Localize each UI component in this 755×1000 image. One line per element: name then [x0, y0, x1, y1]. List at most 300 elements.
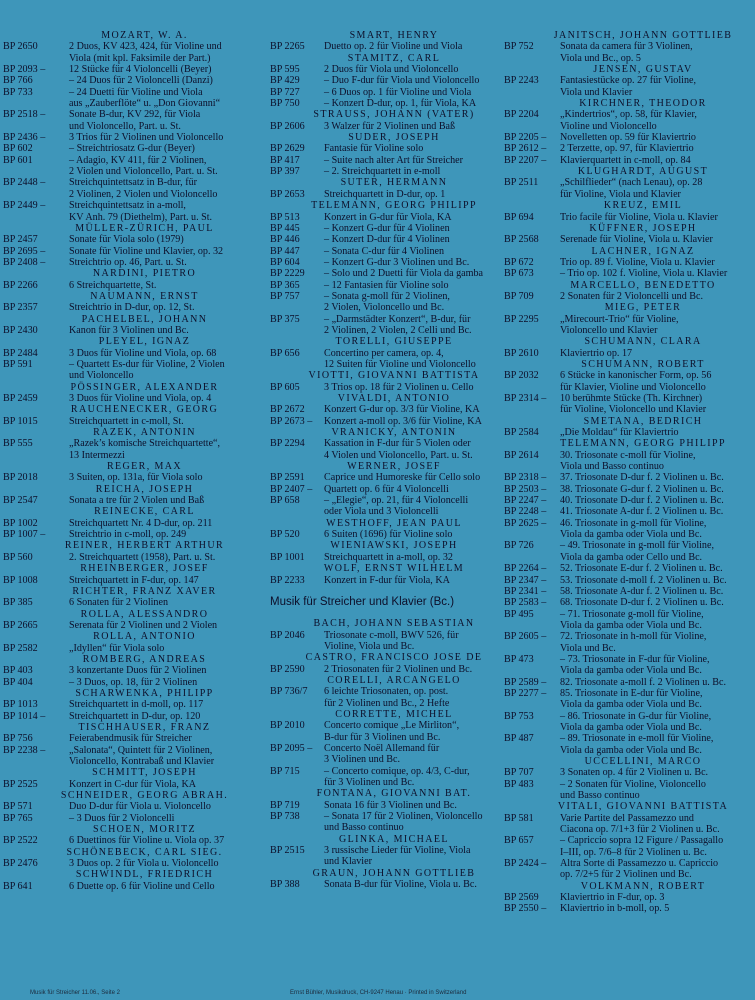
catalog-entry [504, 518, 754, 541]
catalog-number: BP 707 [504, 767, 534, 779]
entry-title-line: – Sonata 17 für 2 Violinen, Violoncello [324, 811, 483, 823]
catalog-number: BP 403 [3, 665, 33, 677]
composer-heading: LACHNER, IGNAZ [591, 245, 695, 257]
catalog-number: BP 446 [270, 234, 300, 246]
catalog-entry [3, 132, 256, 143]
entry-title-line: Streichquintettsatz in a-moll, [69, 200, 186, 212]
catalog-entry [504, 348, 754, 359]
catalog-entry [504, 858, 754, 881]
composer-heading: JENSEN, GUSTAV [593, 64, 693, 76]
catalog-number: BP 2357 [3, 302, 38, 314]
catalog-number: BP 1002 [3, 517, 38, 529]
catalog-number: BP 404 [3, 676, 33, 688]
catalog-entry [3, 881, 256, 892]
catalog-entry [504, 143, 754, 154]
composer-heading: STRAUSS, JOHANN (VATER) [313, 109, 475, 121]
catalog-number: BP 694 [504, 211, 534, 223]
entry-title-line: Ciacona op. 7/1+3 für 2 Violinen u. Bc. [560, 824, 720, 836]
catalog-number: BP 2547 [3, 495, 38, 507]
catalog-number: BP 2032 [504, 370, 539, 382]
catalog-entry [270, 143, 500, 154]
entry-title-line: Kanon für 3 Violinen und Bc. [69, 324, 189, 336]
catalog-entry [270, 291, 500, 314]
composer-heading: REINER, HERBERT ARTHUR [64, 540, 225, 552]
entry-title-line: Konzert G-dur op. 3/3 für Violine, KA [324, 404, 480, 416]
catalog-entry [3, 109, 256, 132]
entry-title-line: für Violine, Viola und Klavier [560, 188, 681, 200]
entry-title-line: – Trio op. 102 f. Violine, Viola u. Klavier [560, 268, 728, 280]
entry-title-line: Sonata da camera für 3 Violinen, [560, 41, 693, 53]
catalog-entry [270, 845, 500, 868]
composer-heading: MARCELLO, BENEDETTO [570, 279, 716, 291]
composer-heading: SCHUMANN, ROBERT [581, 358, 705, 370]
entry-title-line: Streichquartett in a-moll, op. 32 [324, 551, 453, 563]
catalog-number: BP 520 [270, 529, 300, 541]
catalog-entry [3, 858, 256, 869]
catalog-number: BP 2436 – [3, 132, 46, 144]
composer-heading: ROMBERG, ANDREAS [82, 653, 207, 665]
catalog-number: BP 2229 [270, 268, 305, 280]
catalog-entry [270, 348, 500, 371]
catalog-entry [270, 484, 500, 495]
composer-heading: VITALI, GIOVANNI BATTISTA [557, 801, 729, 813]
entry-title-line: – Konzert D-dur für 4 Violinen [324, 234, 450, 246]
catalog-entry [504, 427, 754, 438]
composer-heading: GLINKA, MICHAEL [339, 833, 449, 845]
catalog-entry [504, 677, 754, 688]
catalog-entry [3, 257, 256, 268]
composer-heading: VRANICKY, ANTONIN [331, 427, 457, 439]
composer-heading: RAUCHENECKER, GEORG [70, 404, 219, 416]
entry-title-line: Duo D-dur für Viola u. Violoncello [69, 801, 211, 813]
entry-title-line: 2 Triosonaten für 2 Violinen und Bc. [324, 663, 473, 675]
composer-heading: REINECKE, CARL [94, 506, 195, 518]
composer-heading: WERNER, JOSEF [347, 461, 441, 473]
entry-title-line: „Idyllen“ für Viola solo [69, 642, 165, 654]
entry-title-line: für Violine, Violoncello und Klavier [560, 404, 707, 416]
catalog-number: BP 2341 – [504, 585, 547, 597]
catalog-entry [504, 314, 754, 337]
catalog-number: BP 2695 – [3, 245, 46, 257]
catalog-number: BP 604 [270, 256, 300, 268]
catalog-entry [270, 257, 500, 268]
entry-title-line: 3 Sonaten op. 4 für 2 Violinen u. Bc. [560, 767, 709, 779]
catalog-number: BP 2295 [504, 313, 539, 325]
entry-title-line: – 89. Triosonate in e-moll für Violine, [560, 733, 714, 745]
catalog-entry [504, 268, 754, 279]
entry-title-line: Streichquartett in F-dur, op. 147 [69, 574, 199, 586]
catalog-entry [3, 779, 256, 790]
catalog-number: BP 2591 [270, 472, 305, 484]
catalog-entry [270, 98, 500, 109]
entry-title-line: – Adagio, KV 411, für 2 Violinen, [69, 154, 207, 166]
entry-title-line: – 24 Duos für 2 Violoncelli (Danzi) [69, 75, 213, 87]
entry-title-line: Serenade für Violine, Viola u. Klavier [560, 234, 713, 246]
entry-title-line: I–III, op. 7/6–8 für 2 Violinen u. Bc. [560, 846, 707, 858]
entry-title-line: – Concerto comique, op. 4/3, C-dur, [324, 765, 470, 777]
composer-heading: MÜLLER-ZÜRICH, PAUL [75, 222, 214, 234]
catalog-entry [504, 903, 754, 914]
catalog-number: BP 1013 [3, 699, 38, 711]
composer-heading: VIOTTI, GIOVANNI BATTISTA [308, 370, 480, 382]
catalog-number: BP 750 [270, 98, 300, 110]
entry-title-line: Sonata a tre für 2 Violen und Baß [69, 495, 205, 507]
catalog-entry [3, 699, 256, 710]
catalog-entry [270, 87, 500, 98]
composer-heading: SCHÖNEBECK, CARL SIEG. [66, 846, 223, 858]
catalog-number: BP 2430 [3, 324, 38, 336]
catalog-number: BP 752 [504, 41, 534, 53]
entry-title-line: 3 Duos für Violine und Viola, op. 4 [69, 393, 212, 404]
catalog-entry [3, 177, 256, 200]
catalog-entry [504, 177, 754, 200]
catalog-entry [270, 879, 500, 890]
entry-title-line: und Klavier [324, 856, 372, 868]
entry-title-line: Fantasiestücke op. 27 für Violine, [560, 75, 697, 87]
catalog-number: BP 2238 – [3, 744, 46, 756]
catalog-entry [3, 529, 256, 540]
catalog-number: BP 766 [3, 75, 33, 87]
catalog-number: BP 2612 – [504, 143, 547, 155]
catalog-number: BP 2625 – [504, 517, 547, 529]
catalog-entry [270, 75, 500, 86]
entry-title-line: Violoncello und Klavier [560, 324, 658, 336]
catalog-number: BP 2424 – [504, 858, 547, 870]
catalog-entry [270, 212, 500, 223]
entry-title-line: Feierabendmusik für Streicher [69, 733, 192, 745]
entry-title-line: „Die Moldau“ für Klaviertrio [560, 427, 679, 439]
catalog-number: BP 2010 [270, 720, 305, 732]
footer-page-label: Musik für Streicher 11.06., Seite 2 [30, 990, 120, 996]
catalog-entry [504, 631, 754, 654]
composer-heading: PÖSSINGER, ALEXANDER [70, 381, 219, 393]
entry-title-line: 3 konzertante Duos für 2 Violinen [69, 665, 207, 677]
entry-title-line: 2 Violen, Violoncello und Bc. [324, 302, 445, 314]
catalog-number: BP 388 [270, 879, 300, 891]
catalog-number: BP 2265 [270, 41, 305, 53]
catalog-entry [3, 801, 256, 812]
composer-heading: SCHARWENKA, PHILIPP [75, 687, 214, 699]
catalog-number: BP 397 [270, 166, 300, 178]
entry-title-line: für Klavier, Violine und Violoncello [560, 381, 706, 393]
entry-title-line: Streichquartett in d-moll, op. 117 [69, 699, 204, 711]
catalog-entry [504, 813, 754, 836]
catalog-entry [3, 280, 256, 291]
entry-title-line: – Capriccio sopra 12 Figure / Passagallo [560, 835, 724, 847]
catalog-entry [3, 438, 256, 461]
catalog-entry [504, 109, 754, 132]
composer-heading: SCHOEN, MORITZ [93, 824, 196, 836]
catalog-number: BP 2484 [3, 347, 38, 359]
entry-title-line: Concertino per camera, op. 4, [324, 347, 444, 359]
catalog-entry [3, 200, 256, 223]
catalog-number: BP 2665 [3, 619, 38, 631]
catalog-number: BP 2582 [3, 642, 38, 654]
composer-heading: SUDER, JOSEPH [348, 132, 440, 144]
catalog-number: BP 2294 [270, 438, 305, 450]
catalog-entry [504, 711, 754, 734]
catalog-entry [270, 64, 500, 75]
entry-title-line: Viola da gamba oder Viola und Bc. [560, 699, 702, 711]
entry-title-line: 38. Triosonate G-dur f. 2 Violinen u. Bc. [560, 483, 724, 495]
catalog-number: BP 656 [270, 347, 300, 359]
catalog-number: BP 591 [3, 358, 33, 370]
catalog-number: BP 2407 – [270, 483, 313, 495]
entry-title-line: Novelletten op. 59 für Klaviertrio [560, 132, 696, 144]
catalog-entry [3, 711, 256, 722]
catalog-entry [3, 393, 256, 404]
catalog-entry [3, 325, 256, 336]
composer-heading: MOZART, W. A. [101, 30, 188, 41]
catalog-number: BP 2247 – [504, 495, 547, 507]
entry-title-line: Kassation in F-dur für 5 Violen oder [324, 438, 471, 450]
catalog-number: BP 736/7 [270, 686, 308, 698]
catalog-entry [3, 234, 256, 245]
entry-title-line: Konzert in G-dur für Viola, KA [324, 211, 452, 223]
entry-title-line: 3 Suiten, op. 131a, für Viola solo [69, 472, 203, 484]
catalog-entry [504, 495, 754, 506]
catalog-number: BP 2650 [3, 41, 38, 53]
entry-title-line: „Schilflieder“ (nach Lenau), op. 28 [560, 177, 703, 189]
catalog-entry [270, 166, 500, 177]
entry-title-line: Concerto Noël Allemand für [324, 742, 440, 754]
catalog-number: BP 429 [270, 75, 300, 87]
catalog-entry [270, 155, 500, 166]
entry-title-line: „Salonata“, Quintett für 2 Violinen, [69, 744, 213, 756]
catalog-entry [3, 813, 256, 824]
entry-title-line: 6 Streichquartette, St. [69, 279, 157, 291]
composer-heading: REGER, MAX [106, 461, 183, 473]
catalog-number: BP 581 [504, 812, 534, 824]
entry-title-line: Viola und Klavier [560, 86, 633, 98]
catalog-entry [504, 767, 754, 778]
catalog-number: BP 2264 – [504, 563, 547, 575]
entry-title-line: 40. Triosonate D-dur f. 2 Violinen u. Bc. [560, 495, 724, 507]
section-heading: Musik für Streicher und Klavier (Bc.) [270, 595, 455, 608]
entry-title-line: Fantasie für Violine solo [324, 143, 424, 155]
composer-heading: TELEMANN, GEORG PHILIPP [560, 438, 726, 450]
entry-title-line: Konzert in F-dur für Viola, KA [324, 574, 450, 586]
entry-title-line: Klaviertrio in b-moll, op. 5 [560, 903, 670, 915]
catalog-entry [504, 75, 754, 98]
catalog-entry [504, 654, 754, 677]
entry-title-line: „Razek’s komische Streichquartette“, [69, 438, 221, 450]
entry-title-line: Streichtrio in c-moll, op. 249 [69, 529, 187, 541]
entry-title-line: 41. Triosonate A-dur f. 2 Violinen u. Bc. [560, 506, 724, 518]
catalog-entry [504, 132, 754, 143]
entry-title-line: „Mirecourt-Trio“ für Violine, [560, 313, 679, 325]
catalog-number: BP 2673 – [270, 415, 313, 427]
catalog-number: BP 2449 – [3, 200, 46, 212]
catalog-number: BP 2511 [504, 177, 539, 189]
catalog-entry [504, 835, 754, 858]
catalog-entry [270, 404, 500, 415]
catalog-number: BP 2518 – [3, 109, 46, 121]
entry-title-line: 58. Triosonate A-dur f. 2 Violinen u. Bc. [560, 585, 724, 597]
catalog-entry [504, 597, 754, 608]
catalog-entry [270, 438, 500, 461]
entry-title-line: 10 berühmte Stücke (Th. Kirchner) [560, 393, 703, 404]
entry-title-line: – Suite nach alter Art für Streicher [324, 154, 464, 166]
catalog-column-1 [3, 30, 256, 892]
entry-title-line: 12 Stücke für 4 Violoncelli (Beyer) [69, 64, 212, 76]
entry-title-line: Konzert a-moll op. 3/6 für Violine, KA [324, 415, 482, 427]
catalog-entry [3, 665, 256, 676]
catalog-number: BP 709 [504, 290, 534, 302]
composer-heading: SUTER, HERMANN [340, 177, 448, 189]
composer-heading: RAZEK, ANTONIN [93, 427, 196, 439]
catalog-number: BP 1015 [3, 415, 38, 427]
entry-title-line: Caprice und Humoreske für Cello solo [324, 472, 481, 484]
catalog-number: BP 385 [3, 597, 33, 609]
entry-title-line: Violine, Viola und Bc. [324, 640, 415, 652]
composer-heading: KIRCHNER, THEODOR [579, 98, 707, 110]
catalog-number: BP 2204 [504, 109, 539, 121]
catalog-entry [3, 643, 256, 654]
entry-title-line: 30. Triosonate c-moll für Violine, [560, 449, 696, 461]
entry-title-line: Streichquartett in D-dur, op. 1 [324, 188, 446, 200]
catalog-entry [270, 314, 500, 337]
catalog-number: BP 2457 [3, 234, 38, 246]
entry-title-line: Viola da gamba oder Viola und Bc. [560, 744, 702, 756]
catalog-entry [270, 280, 500, 291]
catalog-number: BP 602 [3, 143, 33, 155]
entry-title-line: Klavierquartett in c-moll, op. 84 [560, 154, 691, 166]
catalog-entry [3, 597, 256, 608]
entry-title-line: 2 Terzette, op. 97, für Klaviertrio [560, 143, 694, 155]
catalog-entry [504, 575, 754, 586]
catalog-number: BP 2515 [270, 845, 305, 857]
entry-title-line: 2 Violen und Violoncello, Part. u. St. [69, 166, 218, 178]
catalog-number: BP 657 [504, 835, 534, 847]
entry-title-line: Violoncello, Kontrabaß und Klavier [69, 756, 215, 767]
entry-title-line: und Basso continuo [560, 790, 640, 802]
entry-title-line: Viola und Bc., op. 5 [560, 52, 641, 64]
catalog-entry [504, 155, 754, 166]
composer-heading: UCCELLINI, MARCO [584, 756, 702, 767]
catalog-entry [3, 518, 256, 529]
entry-title-line: op. 7/2+5 für 2 Violinen und Bc. [560, 869, 692, 881]
entry-title-line: 2 Duos, KV 423, 424, für Violine und [69, 41, 222, 53]
entry-title-line: – 3 Duos, op. 18, für 2 Violinen [69, 676, 198, 688]
catalog-entry [270, 630, 500, 653]
entry-title-line: 6 Stücke in kanonischer Form, op. 56 [560, 370, 712, 382]
entry-title-line: aus „Zauberflöte“ u. „Don Giovanni“ [69, 98, 221, 110]
catalog-entry [504, 212, 754, 223]
catalog-column-3 [504, 30, 754, 915]
catalog-number: BP 727 [270, 86, 300, 98]
catalog-entry [270, 416, 500, 427]
catalog-entry [504, 41, 754, 64]
catalog-entry [504, 892, 754, 903]
catalog-number: BP 2476 [3, 858, 38, 870]
catalog-entry [3, 416, 256, 427]
catalog-entry [3, 143, 256, 154]
entry-title-line: Klaviertrio in F-dur, op. 3 [560, 892, 665, 904]
entry-title-line: – Duo F-dur für Viola und Violoncello [324, 75, 480, 87]
entry-title-line: Viola und Basso continuo [560, 461, 664, 473]
catalog-number: BP 2653 [270, 188, 305, 200]
entry-title-line: Viola da gamba oder Viola und Bc. [560, 529, 702, 541]
entry-title-line: Viola (mit kpl. Faksimile der Part.) [69, 52, 211, 64]
catalog-number: BP 2629 [270, 143, 305, 155]
composer-heading: MIEG, PETER [604, 302, 682, 314]
catalog-entry [270, 664, 500, 675]
catalog-entry [270, 766, 500, 789]
catalog-entry [3, 348, 256, 359]
catalog-number: BP 1014 – [3, 710, 46, 722]
entry-title-line: Concerto comique „Le Mirliton“, [324, 720, 460, 732]
entry-title-line: – 2. Streichquartett in e-moll [324, 166, 441, 178]
entry-title-line: 53. Triosonate d-moll f. 2 Violinen u. Bc. [560, 574, 727, 586]
entry-title-line: Varie Partite del Passamezzo und [560, 812, 694, 824]
entry-title-line: Viola und Bc. [560, 642, 616, 654]
catalog-number: BP 513 [270, 211, 300, 223]
catalog-entry [3, 552, 256, 563]
composer-heading: ROLLA, ANTONIO [93, 631, 196, 643]
catalog-number: BP 641 [3, 880, 33, 892]
entry-title-line: – 12 Fantasien für Violine solo [324, 279, 449, 291]
catalog-entry [270, 529, 500, 540]
entry-title-line: 82. Triosonate a-moll f. 2 Violinen u. Bc. [560, 676, 727, 688]
catalog-number: BP 2584 [504, 427, 539, 439]
catalog-entry [3, 677, 256, 688]
catalog-number: BP 715 [270, 765, 300, 777]
entry-title-line: 6 Duettinos für Violine u. Viola op. 37 [69, 835, 225, 847]
catalog-column-2 [270, 30, 500, 890]
composer-heading: ROLLA, ALESSANDRO [80, 608, 209, 620]
catalog-entry [270, 234, 500, 245]
entry-title-line: Streichquartett in D-dur, op. 120 [69, 710, 201, 722]
entry-title-line: 2. Streichquartett (1958), Part. u. St. [69, 551, 216, 563]
entry-title-line: – 6 Duos op. 1 für Violine und Viola [324, 86, 472, 98]
catalog-entry [504, 609, 754, 632]
entry-title-line: Klaviertrio op. 17 [560, 347, 633, 359]
catalog-number: BP 2569 [504, 892, 539, 904]
composer-heading: SMETANA, BEDRICH [583, 415, 703, 427]
catalog-entry [3, 575, 256, 586]
composer-heading: TELEMANN, GEORG PHILIPP [311, 200, 477, 212]
entry-title-line: 12 Suiten für Violine und Violoncello [324, 358, 476, 370]
entry-title-line: Trio facile für Violine, Viola u. Klavier [560, 211, 718, 223]
catalog-number: BP 719 [270, 799, 300, 811]
catalog-number: BP 417 [270, 154, 300, 166]
composer-heading: VOLKMANN, ROBERT [580, 880, 706, 892]
entry-title-line: oder Viola und 3 Violoncelli [324, 506, 439, 518]
catalog-entry [3, 733, 256, 744]
catalog-number: BP 473 [504, 653, 534, 665]
catalog-number: BP 445 [270, 222, 300, 234]
catalog-number: BP 2525 [3, 778, 38, 790]
entry-title-line: Sonata 16 für 3 Violinen und Bc. [324, 799, 457, 811]
entry-title-line: für 2 Violinen und Bc., 2 Hefte [324, 697, 450, 709]
composer-heading: SCHWINDL, FRIEDRICH [75, 869, 214, 881]
entry-title-line: 52. Triosonate E-dur f. 2 Violinen u. Bc. [560, 563, 723, 575]
entry-title-line: – „Elegie“, op. 21, für 4 Violoncelli [324, 495, 469, 507]
catalog-entry [3, 155, 256, 178]
composer-heading: VIVALDI, ANTONIO [337, 393, 451, 404]
catalog-entry [504, 393, 754, 416]
entry-title-line: 3 Duos für Violine und Viola, op. 68 [69, 347, 217, 359]
catalog-number: BP 2550 – [504, 903, 547, 915]
entry-title-line: 3 Duos op. 2 für Viola u. Violoncello [69, 858, 219, 870]
composer-heading: PLEYEL, IGNAZ [98, 336, 191, 348]
catalog-number: BP 738 [270, 811, 300, 823]
entry-title-line: – 24 Duetti für Violine und Viola [69, 86, 203, 98]
entry-title-line: 46. Triosonate in g-moll für Violine, [560, 517, 707, 529]
entry-title-line: Sonate für Viola solo (1979) [69, 234, 184, 246]
catalog-entry [3, 246, 256, 257]
